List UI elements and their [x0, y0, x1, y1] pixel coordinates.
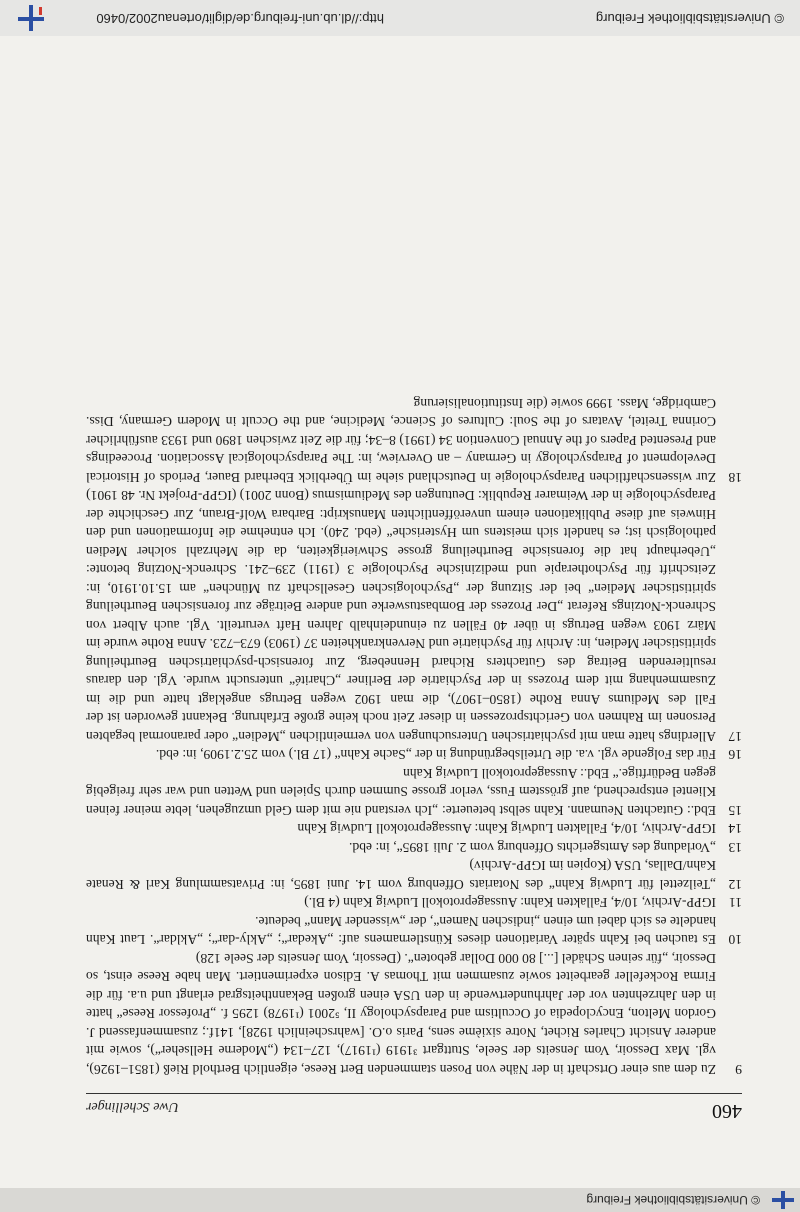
footer-watermark-bar	[0, 0, 800, 36]
footnote	[86, 856, 742, 893]
footnote-text: Zur wissenschaftlichen Parapsychologie in Deutschland siehe im Überblick Eberhard Bauer, Periods of Historical Development of Parapsychology in Germany – an Overview, in: The Parapsychological Association. Proceedings and Presented Papers of the Annual Convention 34 (1991) 8–34; für die Zeit zwischen 1890 und 1933 ausführlicher Corinna Treitel, Avatars of the Soul: Cultures of Science, Medicine, and the Occult in Modern Germany, Diss. Cambridge, Mass. 1999 sowie (die Institutionalisierung	[86, 396, 716, 485]
footnote-text: „Teilzettel für Ludwig Kahn“ des Notariats Offenburg vom 14. Juni 1895, in: Privatsammlung Karl & Renate Kahn/Dallas, USA (Kopien im IGPP-Archiv)	[86, 858, 716, 892]
footnote	[86, 912, 742, 949]
footnote-number: 16	[728, 747, 742, 763]
footer-copyright: © Universitätsbibliothek Freiburg	[595, 11, 784, 26]
top-watermark-bar	[0, 1188, 800, 1212]
footnote-text: Allerdings hatte man mit psychiatrischen Untersuchungen von vermeintlichen „Medien“ oder paranormal begabten Personen im Rahmen von Gerichtsprozessen in dieser Zeit noch keine große Erfahrung. Bekannt geworden ist der Fall des Mediums Anna Rothe (1850–1907), die man 1902 wegen Betrugs angeklagt hatte und die im Zusammenhang mit dem Prozess in der Psychiatrie der Berliner „Charité“ untersucht wurde. Vgl. den daraus resultierenden Beitrag des Gutachters Richard Henneberg, Zur forensisch-psychiatrischen Beurtheilung spiritistischer Medien, in: Archiv für Psychiatrie und Nervenkrankheiten 37 (1903) 673–723. Anna Rothe wurde im März 1903 wegen Betrugs in über 40 Fällen zu einundeinhalb Jahren Haft verurteilt. Vgl. auch Albert von Schrenck-Notzings Referat „Der Prozess der Bombastuswerke und andere Beiträge zur forensischen Beurtheilung spiritistischer Medien“ bei der Sitzung der „Psychologischen Gesellschaft zu München“ am 15.10.1910, in: Zeitschrift für Psychotherapie und medizinische Psychologie 3 (1911) 239–241. Schrenck-Notzing betonte: „Ueberhaupt hat die forensische Beurtheilung grosse Schwierigkeiten, da die Mehrzahl solcher Medien pathologisch ist; es handelt sich meistens um Hysterische“ (ebd. 240). Ich entnehme die Informationen und den Hinweis auf diese Publikationen einem unveröffentlichten Manuskript: Barbara Wolf-Braun, Zur Geschichte der Parapsychologie in der Weimarer Republik: Deutungen des Mediumismus (Bonn 2001) (IGPP-Projekt Nr. 48 1901)	[86, 488, 716, 744]
footnote-text: Für das Folgende vgl. v.a. die Urteilsbegründung in der „Sache Kahn“ (17 Bl.) vom 25.2.1909, in: ebd.	[155, 747, 716, 763]
footnote-text: „Vorladung des Amtsgerichts Offenburg vom 2. Juli 1895“, in: ebd.	[349, 840, 716, 855]
footnote	[86, 394, 742, 487]
footnote-number: 10	[728, 932, 742, 948]
footnote	[86, 745, 742, 764]
footnote-number: 12	[728, 877, 742, 892]
footnote-number: 17	[728, 729, 742, 744]
footnote	[86, 949, 742, 1079]
footnotes	[86, 394, 742, 1079]
footnote-number: 9	[735, 1062, 742, 1077]
ub-logo-icon	[18, 5, 44, 31]
footnote-number: 11	[728, 895, 742, 911]
footnote-text: IGPP-Archiv, 10/4, Fallakten Kahn: Aussageprotokoll Ludwig Kahn (4 Bl.)	[304, 895, 716, 911]
footnote-text: Zu dem aus einer Ortschaft in der Nähe von Posen stammenden Bert Reese, eigentlich Berthold Rieß (1851–1926), vgl. Max Dessoir, Vom Jenseits der Seele, Stuttgart ³1919 (¹1917), 127–134 („Moderne Hellseher“), sowie mit anderer Ansicht Charles Richet, Notre sixième sens, Paris o.O. [wahrscheinlich 1928], 141f.; zusammenfassend J. Gordon Melton, Encyclopedia of Occultism and Parapsychology II, ⁵2001 (¹1978) 1295 f. „Professor Reese“ hatte in den Jahrzehnten vor der Jahrhundertwende in den USA einen großen Bekanntheitsgrad erlangt und u.a. für die Firma Rockefeller gearbeitet sowie zusammen mit Thomas A. Edison experimentiert. Man habe Reese einst, so Dessoir, „für seinen Schädel [...] 80 000 Dollar geboten“. (Dessoir, Vom Jenseits der Seele 128)	[86, 951, 716, 1077]
footnote-number: 18	[728, 470, 742, 485]
footnote-number: 15	[728, 803, 742, 818]
header-rule	[86, 1093, 742, 1094]
running-head: Uwe Schellinger	[86, 1099, 179, 1114]
footnote-text: Ebd.: Gutachten Neumann. Kahn selbst beteuerte: „Ich verstand nie mit dem Geld umzugehen, lebte meiner feinen Klientel entsprechend, auf grösstem Fuss, verlor grosse Summen durch Spielen und Wetten und war sehr freigebig gegen Bedürftige.“ Ebd.: Aussageprotokoll Ludwig Kahn	[86, 766, 716, 818]
footnote	[86, 893, 742, 912]
page-number: 460	[712, 1100, 742, 1122]
footnote	[86, 764, 742, 820]
footnote	[86, 838, 742, 857]
ub-logo-icon	[772, 1191, 794, 1209]
footnote-number: 13	[728, 840, 742, 855]
footnote-text: IGPP-Archiv, 10/4, Fallakten Ludwig Kahn: Aussageprotokoll Ludwig Kahn	[297, 821, 716, 837]
footnote	[86, 819, 742, 838]
footnote	[86, 486, 742, 745]
footnote-text: Es tauchen bei Kahn später Variationen dieses Künstlernamens auf: „Akedar“; „Akly-dar“; „Akldar“. Laut Kahn handelte es sich dabei um einen „indischen Namen“, der „wissender Mann“ bedeute.	[86, 914, 716, 948]
footer-url-link[interactable]: http://dl.ub.uni-freiburg.de/diglit/ortenau2002/0460	[96, 11, 384, 26]
top-bar-label: © Universitätsbibliothek Freiburg	[586, 1193, 760, 1207]
footnote-number: 14	[728, 821, 742, 837]
